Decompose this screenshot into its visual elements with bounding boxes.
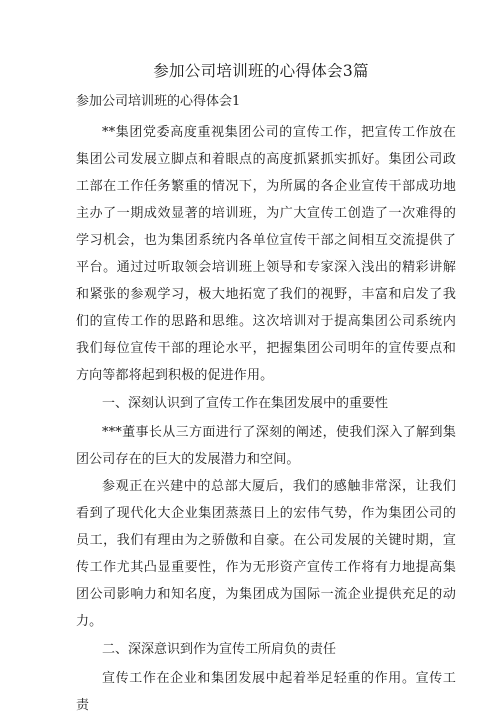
paragraph-visit: 参观正在兴建中的总部大厦后，我们的感触非常深，让我们看到了现代化大企业集团蒸蒸日上的宏伟气势，作为集团公司的员工，我们有理由为之骄傲和自豪。在公司发展的关键时期，宣传工作尤其凸显重要性，作为无形资产宣传工作将有力地提高集团公司影响力和知名度，为集团成为国际一流企业提供充足的动力。 — [76, 479, 456, 629]
document-title: 参加公司培训班的心得体会3篇 — [153, 62, 369, 80]
section-heading-2: 二、深深意识到作为宣传工所肩负的责任 — [102, 642, 337, 657]
document-subtitle: 参加公司培训班的心得体会1 — [76, 94, 241, 109]
paragraph-intro: **集团党委高度重视集团公司的宣传工作，把宣传工作放在集团公司发展立脚点和着眼点的高度抓紧抓实抓好。集团公司政工部在工作任务繁重的情况下，为所属的各企业宣传干部成功地主办了一期成效显著的培训班，为广大宣传工创造了一次难得的学习机会，也为集团系统内各单位宣传干部之间相互交流提供了平台。通过过听取领会培训班上领导和专家深入浅出的精彩讲解和紧张的参观学习，极大地拓宽了我们的视野，丰富和启发了我们的宣传工作的思路和思维。这次培训对于提高集团公司系统内我们每位宣传干部的理论水平，把握集团公司明年的宣传要点和方向等都将起到积极的促进作用。 — [76, 125, 456, 383]
section-heading-1: 一、深刻认识到了宣传工作在集团发展中的重要性 — [102, 396, 389, 411]
paragraph-responsibility: 宣传工作在企业和集团发展中起着举足轻重的作用。宣传工责 — [76, 671, 456, 713]
paragraph-chairman: ***董事长从三方面进行了深刻的阐述，使我们深入了解到集团公司存在的巨大的发展潜力和空间。 — [76, 425, 456, 467]
